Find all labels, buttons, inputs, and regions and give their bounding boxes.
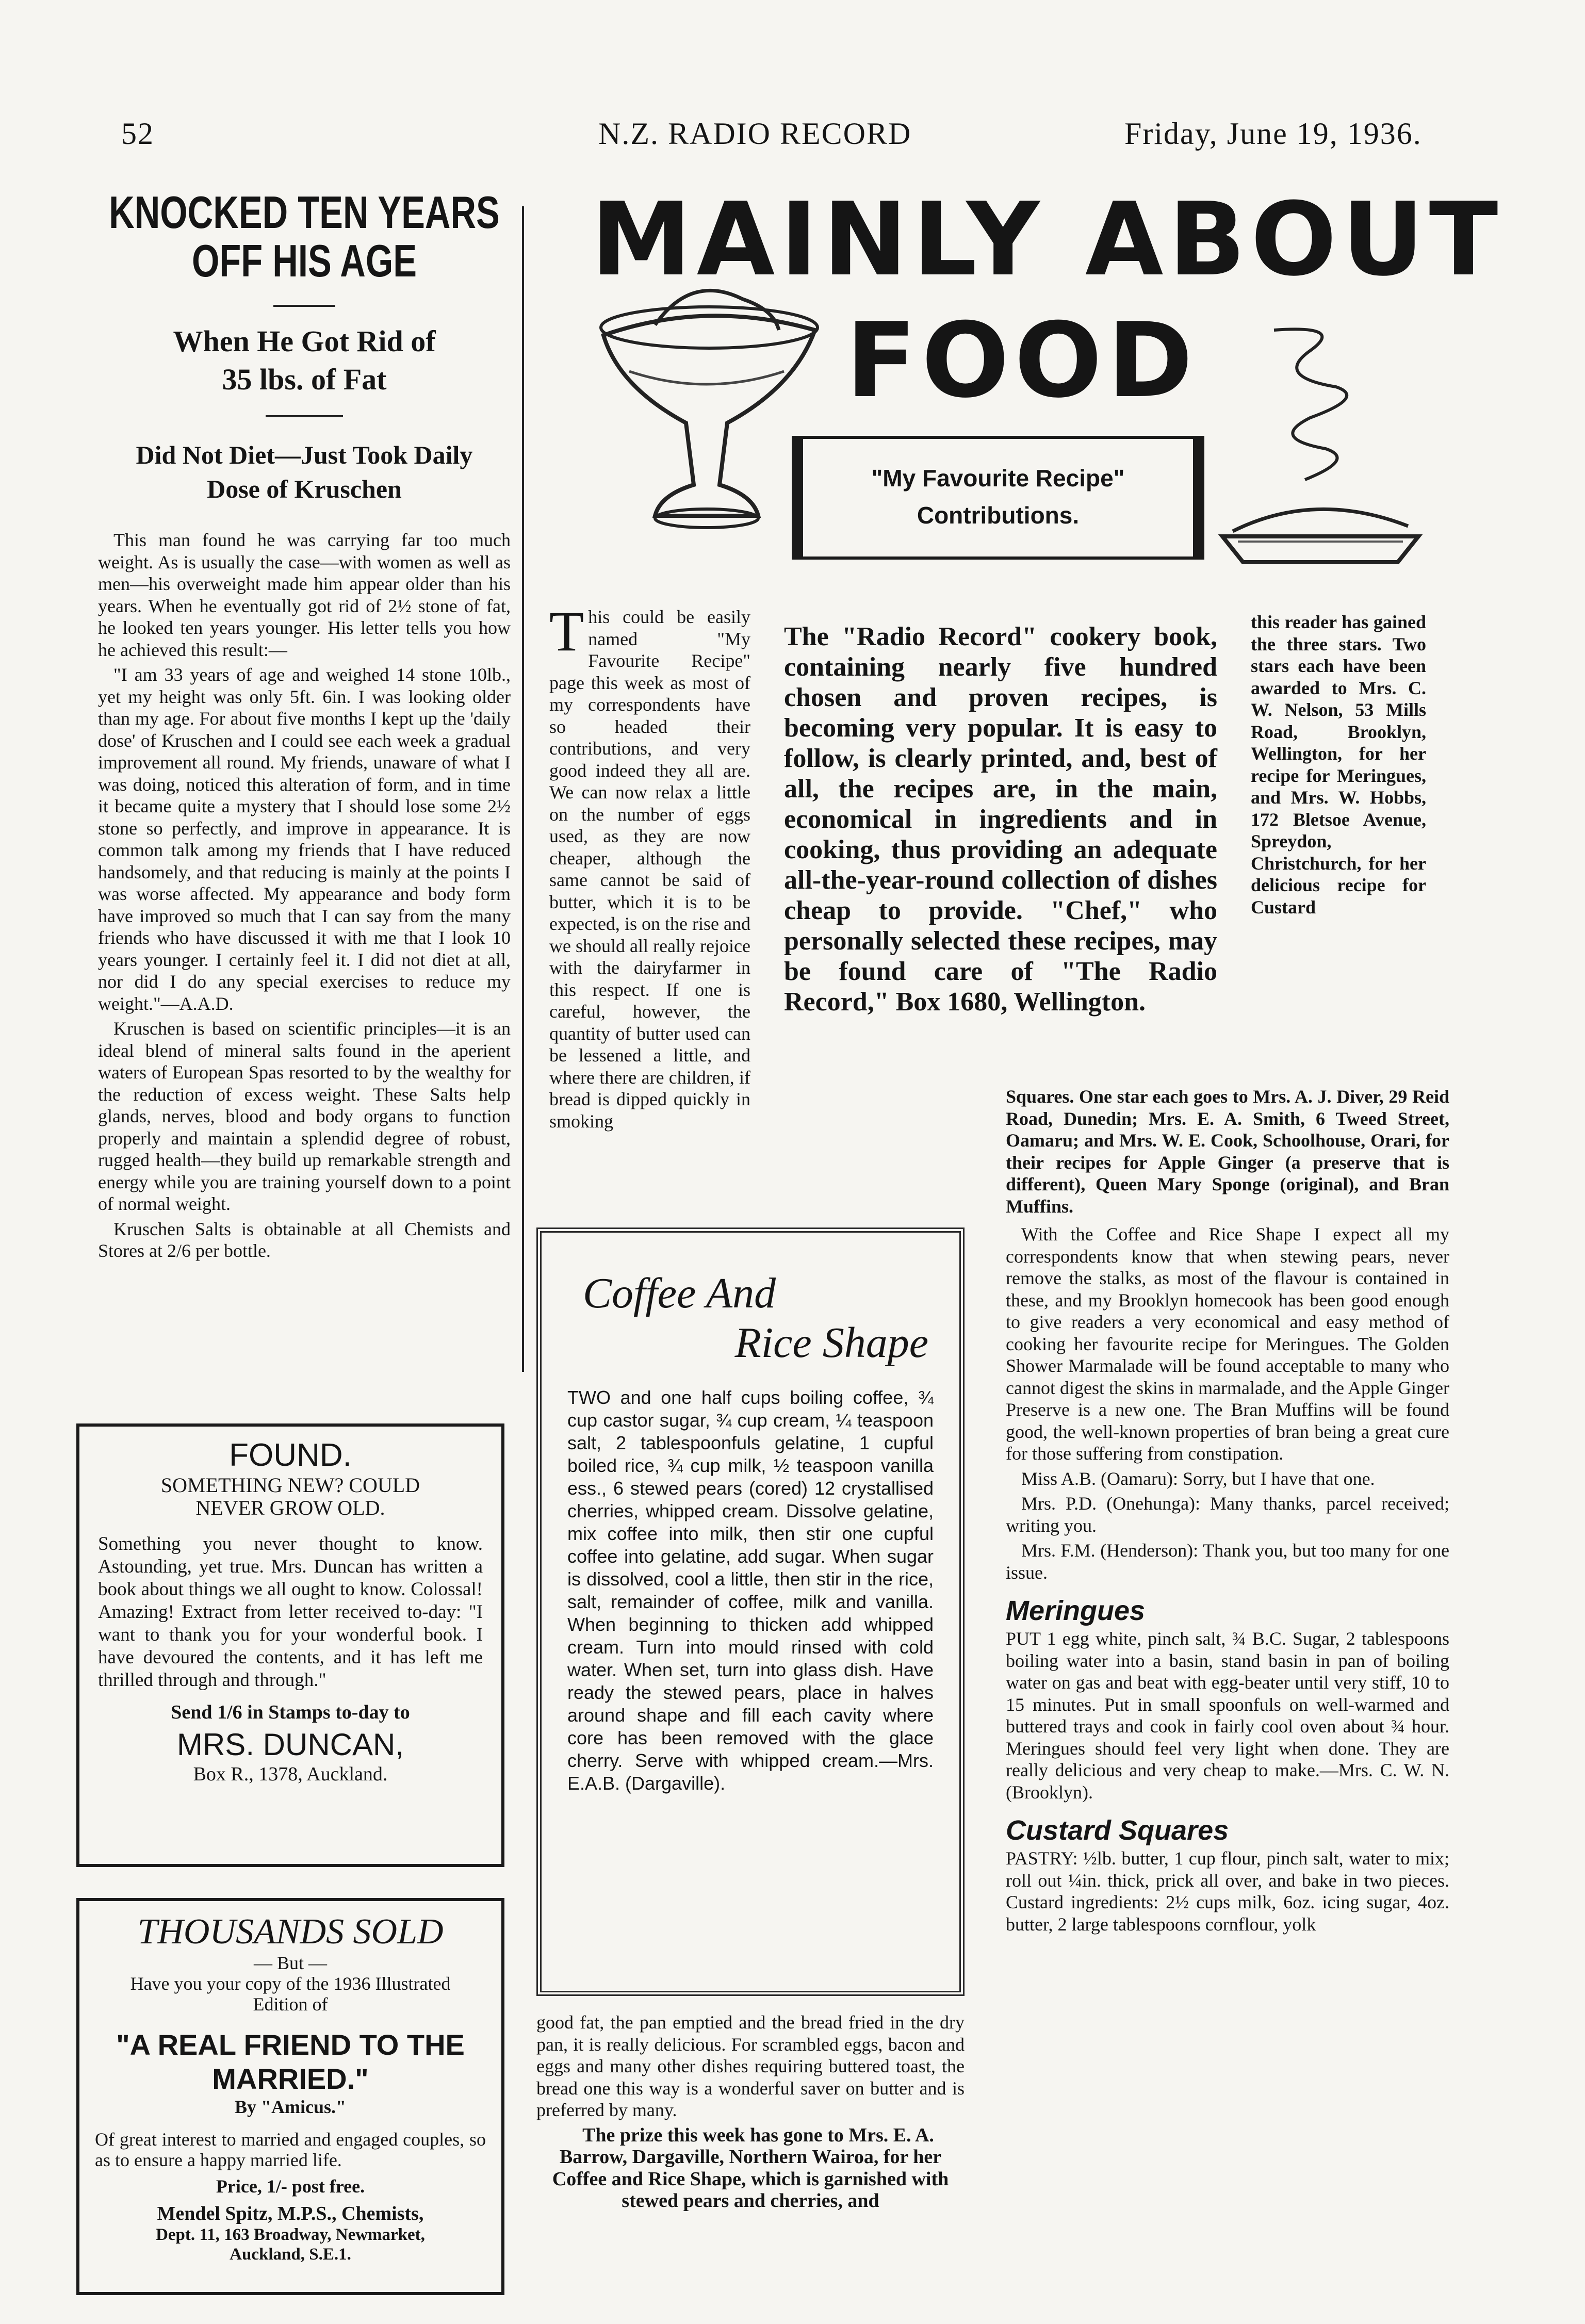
intro-column-a	[549, 600, 750, 1135]
reply-note: Miss A.B. (Oamaru): Sorry, but I have that one.	[1021, 1468, 1375, 1489]
banner-label: "My Favourite Recipe" Contributions.	[871, 465, 1125, 529]
thousands-price: Price, 1/- post free.	[216, 2176, 365, 2197]
book-author: By "Amicus."	[235, 2097, 346, 2117]
star-winners: Squares. One star each goes to Mrs. A. J. Diver, 29 Reid Road, Dunedin; Mrs. E. A. Smith, 6 Tweed Street, Oamaru; and Mrs. W. E. Cook, Schoolhouse, Orari, for their recipes for Apple Ginger (a preserve that is different), Queen Mary Sponge (original), and Bran Muffins.	[1006, 1086, 1449, 1217]
right-column	[1006, 1086, 1449, 1938]
banner-title: MAINLY ABOUT	[591, 181, 1504, 299]
banner-food: FOOD	[846, 301, 1198, 421]
page-number: 52	[121, 117, 154, 151]
thousands-address: Dept. 11, 163 Broadway, Newmarket, Auckland, S.E.1.	[156, 2225, 425, 2264]
banner-label-box	[792, 436, 1204, 560]
thousands-body: Of great interest to married and engaged couples, so as to ensure a happy married life.	[95, 2129, 486, 2170]
paragraph: With the Coffee and Rice Shape I expect all my correspondents know that when stewing pears, never remove the stalks, as most of the flavour is contained in these, and my Brooklyn homecook has been good enough to give readers a very economical and easy method of cooking her favourite recipe for Meringues. The Golden Shower Marmalade will be found acceptable to many who cannot digest the skins in marmalade, and the Apple Ginger Preserve is a new one. The Bran Muffins will be found good, the well-known properties of bran being a great cure for those suffering from constipation.	[1006, 1224, 1449, 1464]
meringues-body: PUT 1 egg white, pinch salt, ¾ B.C. Sugar, 2 tablespoons boiling water into a basin, stand basin in pan of boiling water on gas and beat with egg-beater until very stiff, 10 to 15 minutes. Put in small spoonfuls on well-warmed and buttered trays and cook in fairly cool oven about ¾ hour. Meringues should feel very light when done. They are really delicious and very cheap to make.—Mrs. C. W. N. (Brooklyn).	[1006, 1628, 1449, 1803]
reply-note: Mrs. F.M. (Henderson): Thank you, but too many for one issue.	[1006, 1540, 1449, 1583]
kruschen-headline: KNOCKED TEN YEARS OFF HIS AGE	[109, 187, 500, 286]
found-ad	[76, 1423, 504, 1867]
meringues-heading: Meringues	[1006, 1595, 1146, 1626]
intro-paragraph: This could be easily named "My Favourite Recipe" page this week as most of my correspondents have so headed their contributions, and very good indeed they all are. We can now relax a little on the number of eggs used, as they are now cheaper, although the same cannot be said of butter, which it is to be expected, is on the rise and we should all really rejoice with the dairyfarmer in this respect. If one is careful, however, the quantity of butter used can be lessened a little, and where there are children, if bread is dipped quickly in smoking	[549, 600, 750, 1132]
paragraph: Kruschen is based on scientific principles—it is an ideal blend of mineral salts found in the aperient waters of European Spas resorted to by the wealthy for the reduction of excess weight. These Salts help glands, nerves, blood and body organs to function properly and maintain a splendid degree of robust, rugged health—they build up remarkable strength and energy while you are training yourself down to a point of normal weight.	[98, 1018, 511, 1214]
found-body: Something you never thought to know. Astounding, yet true. Mrs. Duncan has written a book about things we all ought to know. Colossal! Amazing! Extract from letter received to-day: "I want to thank you for your wonderful book. I have devoured the contents, and it has left me thrilled through and through."	[98, 1533, 483, 1691]
recipe-title-line2: Rice Shape	[734, 1319, 928, 1367]
custard-body: PASTRY: ½lb. butter, 1 cup flour, pinch salt, water to mix; roll out ¼in. thick, prick all over, and bake in two pieces. Custard ingredients: 2½ cups milk, 6oz. icing sugar, 4oz. butter, 2 large tablespoons cornflour, yolk	[1006, 1848, 1449, 1935]
prize-winners-column: this reader has gained the three stars. Two stars each have been awarded to Mrs. C. W. Nelson, 53 Mills Road, Brooklyn, Wellington, for her recipe for Meringues, and Mrs. W. Hobbs, 172 Bletsoe Avenue, Spreydon, Christchurch, for her delicious recipe for Custard	[1251, 612, 1426, 918]
paragraph: "I am 33 years of age and weighed 14 stone 10lb., yet my height was only 5ft. 6in. I was looking older than my age. For about five months I kept up the 'daily dose' of Kruschen and I could see each week a gradual improvement all round. My friends, unaware of what I was doing, noticed this alteration of form, and in time it became quite a mystery that I should lose some 2½ stone so perfectly, and improve in appearance. It is common talk among my friends that I have reduced handsomely, and that reducing is mainly at the points I was worse affected. My appearance and body form have improved so much that I can say from the many friends who have discussed it with me that I look 10 years younger. I certainly feel it. I did not diet at all, nor did I do any special exercises to reduce my weight."—A.A.D.	[98, 664, 511, 1014]
found-subtitle: SOMETHING NEW? COULD NEVER GROW OLD.	[160, 1474, 420, 1519]
divider	[266, 415, 343, 417]
paragraph: good fat, the pan emptied and the bread fried in the dry pan, it is really delicious. For scrambled eggs, bacon and eggs and many other dishes requiring buttered toast, the bread one this way is a wonderful saver on butter and is preferred by many.	[536, 2012, 965, 2120]
kruschen-subhead-2: Did Not Diet—Just Took Daily Dose of Kruschen	[136, 440, 473, 503]
coffee-recipe-body: TWO and one half cups boiling coffee, ¾ cup castor sugar, ¾ cup cream, ¼ teaspoon salt, 2 tablespoonfuls gelatine, 1 cupful boiled rice, ¾ cup milk, ½ teaspoon vanilla ess., 6 stewed pears (cored) 12 crystallised cherries, whipped cream. Dissolve gelatine, mix coffee into milk, then stir one cupful coffee into gelatine, add sugar. When sugar is dissolved, cool a little, then stir in the rice, salt, remainder of coffee, milk and vanilla. When beginning to thicken add whipped cream. Turn into mould rinsed with cold water. When set, turn into glass dish. Have ready the stewed pears, place in halves around shape and fill each cavity where core has been removed with the glace cherry. Serve with whipped cream.—Mrs. E.A.B. (Dargaville).	[567, 1387, 934, 1794]
column-rule	[522, 206, 524, 1372]
custard-heading: Custard Squares	[1006, 1815, 1229, 1846]
publication-title: N.Z. RADIO RECORD	[598, 117, 912, 151]
book-title: "A REAL FRIEND TO THE MARRIED."	[116, 2028, 465, 2095]
found-address: Box R., 1378, Auckland.	[193, 1763, 388, 1785]
intro-text: his could be easily named "My Favourite Recipe" page this week as most of my correspondents have so headed their contributions, and very good indeed they all are. We can now relax a little on the number of eggs used, as they are now cheaper, although the same cannot be said of butter, which it is to be expected, is on the rise and we should all really rejoice with the dairyfarmer in this respect. If one is careful, however, the quantity of butter used can be lessened a little, and where there are children, if bread is dipped quickly in smoking	[549, 607, 750, 1132]
kruschen-subhead: When He Got Rid of 35 lbs. of Fat	[173, 324, 436, 396]
thousands-line1: Have you your copy of the 1936 Illustrated Edition of	[130, 1973, 451, 2015]
thousands-but: — But —	[253, 1953, 327, 1973]
intro-continuation	[536, 2011, 965, 2215]
reply-note: Mrs. P.D. (Onehunga): Many thanks, parcel received; writing you.	[1006, 1493, 1449, 1536]
kruschen-body	[98, 529, 511, 1262]
paragraph: This man found he was carrying far too much weight. As is usually the case—with women as well as men—his overweight made him appear older than his years. When he eventually got rid of 2½ stone of fat, he looked ten years younger. His letter tells you how he achieved this result:—	[98, 530, 511, 660]
divider	[273, 305, 335, 307]
issue-date: Friday, June 19, 1936.	[1124, 117, 1422, 151]
coffee-rice-recipe-box	[536, 1228, 965, 1996]
but-text: But	[276, 1953, 304, 1973]
cookery-book-notice: The "Radio Record" cookery book, containing nearly five hundred chosen and proven recipes, is becoming very popular. It is easy to follow, is clearly printed, and, best of all, the recipes are, in the main, economical in ingredients and in cooking, thus providing an adequate all-the-year-round collection of dishes cheap to provide. "Chef," who personally selected these recipes, may be found care of "The Radio Record," Box 1680, Wellington.	[784, 622, 1217, 1017]
kruschen-article	[98, 188, 511, 1265]
found-name: MRS. DUNCAN,	[176, 1727, 404, 1762]
prize-notice: The prize this week has gone to Mrs. E. A. Barrow, Dargaville, Northern Wairoa, for her Coffee and Rice Shape, which is garnished with stewed pears and cherries, and	[552, 2124, 949, 2212]
thousands-sold-ad	[76, 1898, 504, 2295]
found-title: FOUND.	[229, 1437, 352, 1473]
recipe-title-line1: Coffee And	[583, 1269, 776, 1317]
paragraph: Kruschen Salts is obtainable at all Chemists and Stores at 2/6 per bottle.	[98, 1218, 511, 1261]
thousands-title: THOUSANDS SOLD	[137, 1912, 444, 1952]
steaming-pie-illustration	[1212, 320, 1429, 588]
thousands-seller: Mendel Spitz, M.P.S., Chemists,	[157, 2203, 424, 2224]
found-cta: Send 1/6 in Stamps to-day to	[171, 1701, 410, 1723]
